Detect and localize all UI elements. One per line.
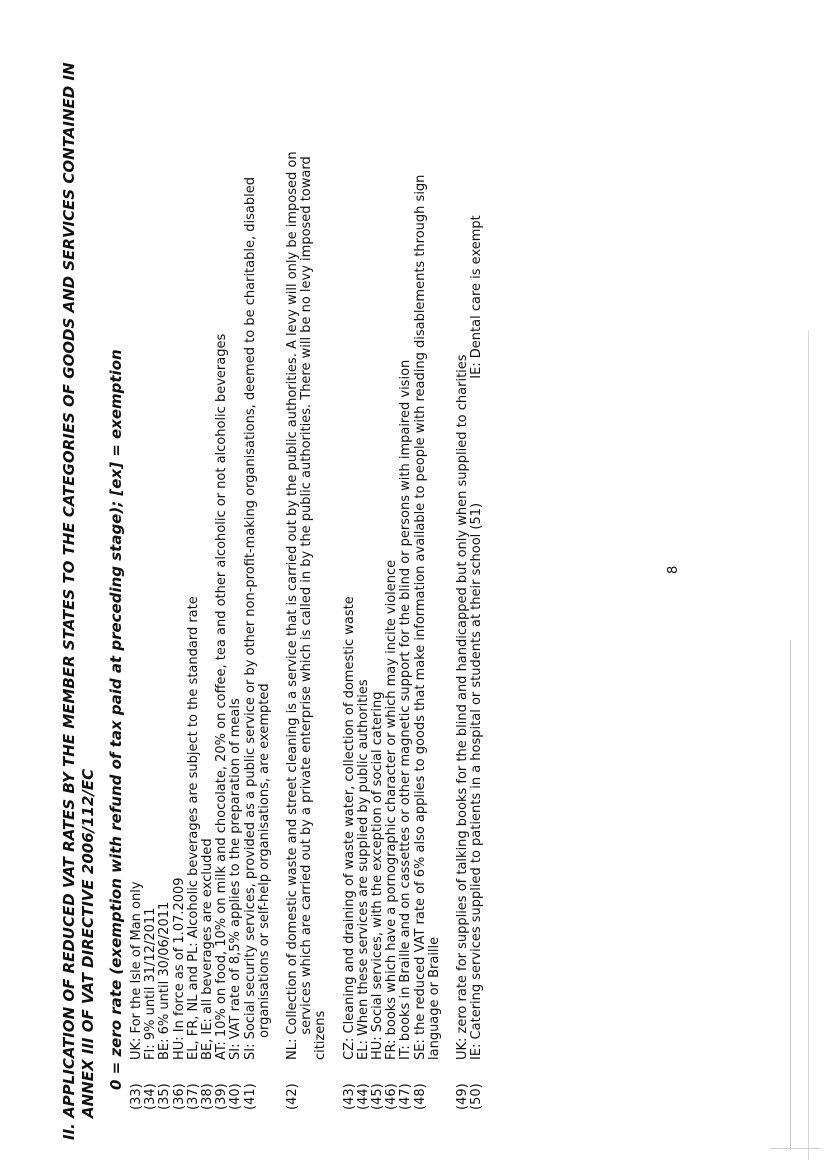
footnote-item: [286, 30, 314, 1110]
rotated-page-content: [30, 30, 825, 1140]
footnote-text: UK: For the Isle of Man only: [129, 881, 144, 1060]
footnote-number: (38): [200, 1083, 216, 1110]
footnote-item: [187, 30, 201, 1110]
footnote-number: (48): [412, 1083, 428, 1110]
footnote-text-line: SE: the reduced VAT rate of 6% also applies to goods that make information available to people with reading disablements through sign: [412, 174, 428, 1060]
footnote-text-continuation: organisations or self-help organisations, are exempted: [256, 683, 272, 1038]
footnote-number: (46): [384, 1083, 400, 1110]
footnote-number: (40): [228, 1083, 244, 1110]
footnote-text: [286, 30, 314, 1035]
footnote-number: (45): [370, 1083, 386, 1110]
footnote-item: [371, 30, 385, 1110]
footnote-number: (41): [242, 1083, 258, 1110]
footnote-number: (35): [157, 1083, 173, 1110]
footnote-text-continuation: citizens: [313, 1010, 329, 1060]
footnote-item: [385, 30, 399, 1110]
footnote-text: IT: books in Braille and on cassettes or other magnetic support for the blind or persons with impaired vision: [398, 359, 414, 1060]
footnote-text-continuation: services which are carried out by a private enterprise which is called in by the public authorities. There will be no levy imposed toward: [299, 156, 315, 1035]
footnote-number: (43): [341, 1083, 357, 1110]
footnote-number: (44): [355, 1083, 371, 1110]
footnote-number: (47): [398, 1083, 414, 1110]
footnote-item: [201, 30, 215, 1110]
footnote-text-continuation: language or Braille: [426, 936, 442, 1060]
footnote-text: [414, 30, 442, 1060]
footnote-item: [343, 30, 357, 1110]
section-heading: [60, 40, 98, 1140]
footnote-item: [130, 30, 144, 1110]
footnote-text: BE: 6% until 30/06/2011: [157, 901, 173, 1060]
footnote-list: [130, 30, 484, 1110]
footnote-number: (37): [185, 1083, 201, 1110]
rate-legend: 0 = zero rate (exemption with refund of tax paid at preceding stage); [ex] = exemption: [107, 349, 125, 1090]
footnote-item: [399, 30, 413, 1110]
scan-edge-line: [770, 1148, 820, 1149]
footnote-text: [470, 30, 484, 1060]
footnote-item: [158, 30, 172, 1110]
footnote-text: EL, FR, NL and PL: Alcoholic beverages are subject to the standard rate: [185, 596, 201, 1060]
footnote-text: [244, 30, 272, 1060]
footnote-item: [357, 30, 371, 1110]
footnote-text-line: IE: Catering services supplied to patients in a hospital or students at their school (51): [469, 502, 485, 1060]
footnote-number: (34): [143, 1083, 159, 1110]
footnote-number: (49): [455, 1083, 471, 1110]
footnote-item: [173, 30, 187, 1110]
page-number: 8: [666, 565, 681, 574]
footnote-item: [470, 30, 484, 1110]
footnote-item: [144, 30, 158, 1110]
footnote-item: [456, 30, 470, 1110]
footnote-text-line: SI: Social security services, provided as a public service or by other non-profit-making organisations, deemed to be charitable, disabled: [242, 177, 258, 1060]
footnote-text: SI: VAT rate of 8,5% applies to the preparation of meals: [228, 698, 244, 1060]
footnote-number: (42): [285, 1083, 301, 1110]
footnote-text: HU: Social services, with the exception of social catering: [370, 691, 386, 1060]
footnote-number: (36): [171, 1083, 187, 1110]
footnote-number: (33): [129, 1083, 144, 1110]
footnote-text: UK: zero rate for supplies of talking books for the blind and handicapped but only when supplied to charities: [455, 354, 471, 1060]
footnote-country-code: NL:: [285, 1038, 301, 1060]
section-heading-line2: ANNEX III OF VAT DIRECTIVE 2006/112/EC: [79, 768, 97, 1118]
footnote-item: [414, 30, 442, 1110]
footnote-item: [244, 30, 272, 1110]
footnote-number: (39): [214, 1083, 230, 1110]
footnote-text: EL: When these services are supplied by public authorities: [355, 679, 371, 1060]
footnote-text: FR: books which have a pornographic character or which may incite violence: [384, 559, 400, 1060]
footnote-number: (50): [469, 1083, 485, 1110]
footnote-item: [229, 30, 243, 1110]
footnote-text-line: Collection of domestic waste and street cleaning is a service that is carried out by the public authorities. A levy will only be imposed on: [285, 151, 301, 1035]
footnote-text-extra: IE: Dental care is exempt: [469, 215, 485, 379]
footnote-text: BE, IE: all beverages are excluded: [200, 838, 216, 1060]
footnote-item-continuation: [314, 30, 328, 1110]
section-heading-line1: II. APPLICATION OF REDUCED VAT RATES BY THE MEMBER STATES TO THE CATEGORIES OF GOODS AND SERVICES CONTAINED IN: [60, 62, 78, 1140]
footnote-text: AT: 10% on food, 10% on milk and chocolate, 20% on coffee, tea and other alcoholic or not alcoholic beverages: [214, 333, 230, 1060]
footnote-text: HU: In force as of 1.07.2009: [171, 877, 187, 1060]
footnote-item: [215, 30, 229, 1110]
footnote-text: FI: 9% until 31/12/2011: [143, 907, 159, 1060]
footnote-text: CZ: Cleaning and draining of waste water, collection of domestic waste: [341, 596, 357, 1060]
